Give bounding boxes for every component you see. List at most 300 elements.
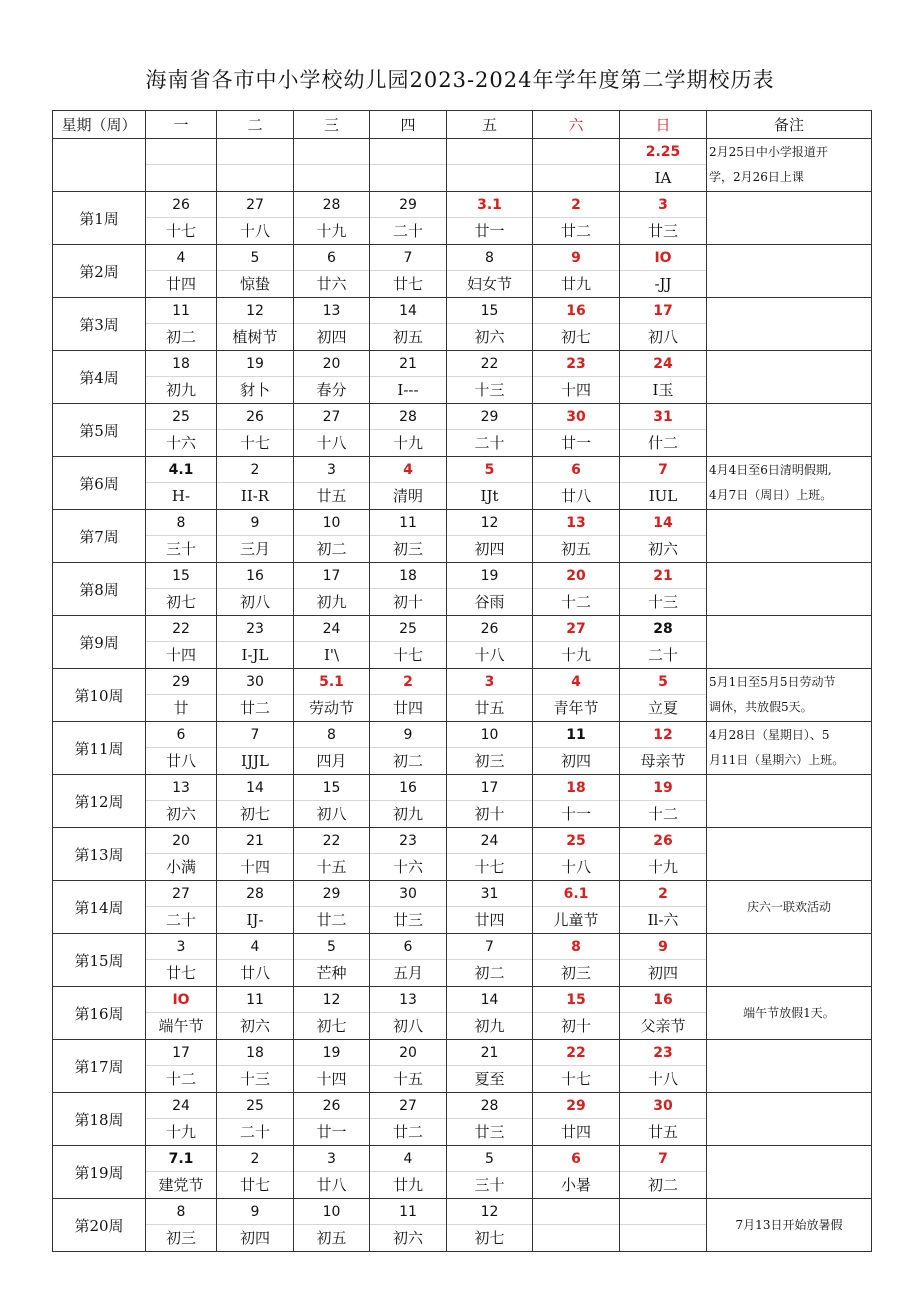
week-date-row <box>53 722 872 748</box>
date-cell: 15 <box>146 563 217 589</box>
date-cell: 23 <box>620 1040 707 1066</box>
lunar-cell: 初十 <box>370 589 447 616</box>
date-cell: 15 <box>447 298 533 324</box>
date-cell: 30 <box>533 404 620 430</box>
header-day: 三 <box>294 111 370 139</box>
lunar-cell: 十一 <box>533 801 620 828</box>
lunar-cell: 十七 <box>533 1066 620 1093</box>
lunar-cell <box>533 1225 620 1252</box>
week-note <box>707 1040 872 1093</box>
school-calendar-sheet <box>52 110 871 1252</box>
lunar-cell: 初四 <box>294 324 370 351</box>
lunar-cell: 初六 <box>370 1225 447 1252</box>
lunar-cell: 十八 <box>533 854 620 881</box>
date-cell: 15 <box>533 987 620 1013</box>
date-cell: 16 <box>533 298 620 324</box>
week-label: 第4周 <box>53 351 146 404</box>
date-cell: 2 <box>217 457 294 483</box>
lunar-cell: 十四 <box>217 854 294 881</box>
week-date-row <box>53 563 872 589</box>
date-cell: 29 <box>533 1093 620 1119</box>
date-cell: 7.1 <box>146 1146 217 1172</box>
date-cell: 7 <box>370 245 447 271</box>
lunar-cell: 二十 <box>146 907 217 934</box>
date-cell: 22 <box>533 1040 620 1066</box>
note-line: 端午节放假1天。 <box>743 1005 835 1020</box>
week-label: 第19周 <box>53 1146 146 1199</box>
date-cell: 26 <box>620 828 707 854</box>
lunar-cell: 十三 <box>620 589 707 616</box>
date-cell: 5.1 <box>294 669 370 695</box>
date-cell: 9 <box>217 1199 294 1225</box>
lunar-cell: 十九 <box>146 1119 217 1146</box>
date-cell: 5 <box>447 457 533 483</box>
week-label: 第2周 <box>53 245 146 298</box>
lunar-cell: 谷雨 <box>447 589 533 616</box>
week-note <box>707 510 872 563</box>
date-cell: 6 <box>370 934 447 960</box>
week-label: 第10周 <box>53 669 146 722</box>
lunar-cell: 二十 <box>620 642 707 669</box>
date-cell: 25 <box>370 616 447 642</box>
date-cell: 13 <box>294 298 370 324</box>
date-cell: 6 <box>294 245 370 271</box>
pre-week-label <box>53 139 146 192</box>
date-cell: 6 <box>533 1146 620 1172</box>
date-cell: 8 <box>146 1199 217 1225</box>
date-cell: 12 <box>294 987 370 1013</box>
lunar-cell: 四月 <box>294 748 370 775</box>
header-day: 二 <box>217 111 294 139</box>
week-note <box>707 775 872 828</box>
lunar-cell: 夏至 <box>447 1066 533 1093</box>
lunar-cell: 十四 <box>146 642 217 669</box>
date-cell: 2 <box>533 192 620 218</box>
lunar-cell: IUL <box>620 483 707 510</box>
week-note <box>707 192 872 245</box>
date-cell: 10 <box>294 510 370 536</box>
date-cell: 21 <box>447 1040 533 1066</box>
week-label: 第14周 <box>53 881 146 934</box>
week-label: 第13周 <box>53 828 146 881</box>
date-cell: 29 <box>447 404 533 430</box>
date-cell: 24 <box>146 1093 217 1119</box>
lunar-cell: 十八 <box>447 642 533 669</box>
lunar-cell: 廿二 <box>294 907 370 934</box>
note-line: 7月13日开始放暑假 <box>735 1217 843 1232</box>
lunar-cell: 初五 <box>370 324 447 351</box>
note-line: 调休，共放假5天。 <box>709 700 813 714</box>
pre-week-sunday-lunar: IA <box>620 165 707 192</box>
lunar-cell: 廿五 <box>294 483 370 510</box>
week-label: 第9周 <box>53 616 146 669</box>
date-cell: 10 <box>447 722 533 748</box>
lunar-cell: 廿二 <box>533 218 620 245</box>
lunar-cell: 廿二 <box>217 695 294 722</box>
lunar-cell: 十九 <box>620 854 707 881</box>
note-line: 学，2月26日上课 <box>709 170 804 184</box>
date-cell: 20 <box>533 563 620 589</box>
lunar-cell: 惊蛰 <box>217 271 294 298</box>
date-cell: 29 <box>294 881 370 907</box>
lunar-cell: 建党节 <box>146 1172 217 1199</box>
lunar-cell: 儿童节 <box>533 907 620 934</box>
date-cell: 2 <box>620 881 707 907</box>
date-cell: 18 <box>370 563 447 589</box>
date-cell: 5 <box>620 669 707 695</box>
week-date-row <box>53 351 872 377</box>
lunar-cell: 立夏 <box>620 695 707 722</box>
lunar-cell: 清明 <box>370 483 447 510</box>
date-cell: 23 <box>533 351 620 377</box>
lunar-cell: 十七 <box>370 642 447 669</box>
lunar-cell: 初八 <box>294 801 370 828</box>
week-label: 第3周 <box>53 298 146 351</box>
week-date-row <box>53 775 872 801</box>
week-date-row <box>53 669 872 695</box>
lunar-cell: 豺卜 <box>217 377 294 404</box>
lunar-cell: 初二 <box>294 536 370 563</box>
note-line: 5月1日至5月5日劳动节 <box>709 675 836 689</box>
lunar-cell: 二十 <box>447 430 533 457</box>
week-date-row <box>53 987 872 1013</box>
date-cell: 3 <box>620 192 707 218</box>
week-date-row <box>53 457 872 483</box>
lunar-cell: 十七 <box>146 218 217 245</box>
week-note <box>707 669 872 722</box>
date-cell: 22 <box>146 616 217 642</box>
date-cell: 14 <box>447 987 533 1013</box>
date-cell: 2 <box>217 1146 294 1172</box>
week-date-row <box>53 1093 872 1119</box>
lunar-cell: H- <box>146 483 217 510</box>
lunar-cell: 十四 <box>294 1066 370 1093</box>
week-note <box>707 934 872 987</box>
lunar-cell: 初四 <box>447 536 533 563</box>
lunar-cell: 劳动节 <box>294 695 370 722</box>
header-day: 四 <box>370 111 447 139</box>
date-cell: 5 <box>294 934 370 960</box>
week-date-row <box>53 881 872 907</box>
date-cell: 16 <box>217 563 294 589</box>
lunar-cell: 初六 <box>217 1013 294 1040</box>
date-cell: 26 <box>146 192 217 218</box>
lunar-cell: 三月 <box>217 536 294 563</box>
lunar-cell: 初七 <box>217 801 294 828</box>
pre-week-row <box>53 139 872 165</box>
lunar-cell: 廿一 <box>533 430 620 457</box>
date-cell: 11 <box>217 987 294 1013</box>
date-cell: 21 <box>620 563 707 589</box>
date-cell: 20 <box>146 828 217 854</box>
lunar-cell: 初八 <box>217 589 294 616</box>
date-cell: 7 <box>217 722 294 748</box>
note-line: 庆六一联欢活动 <box>746 899 831 914</box>
lunar-cell: 廿四 <box>533 1119 620 1146</box>
date-cell: 9 <box>370 722 447 748</box>
lunar-cell: IJJL <box>217 748 294 775</box>
week-note <box>707 1093 872 1146</box>
header-day: 一 <box>146 111 217 139</box>
date-cell: 26 <box>217 404 294 430</box>
lunar-cell: 廿八 <box>217 960 294 987</box>
date-cell: 17 <box>447 775 533 801</box>
lunar-cell: 初九 <box>294 589 370 616</box>
date-cell: 4 <box>533 669 620 695</box>
week-note <box>707 987 872 1040</box>
date-cell: 2 <box>370 669 447 695</box>
date-cell: 6.1 <box>533 881 620 907</box>
lunar-cell: 初三 <box>533 960 620 987</box>
date-cell: 3.1 <box>447 192 533 218</box>
date-cell: 17 <box>146 1040 217 1066</box>
date-cell <box>620 1199 707 1225</box>
week-note <box>707 563 872 616</box>
lunar-cell <box>620 1225 707 1252</box>
date-cell: 18 <box>533 775 620 801</box>
lunar-cell: 初七 <box>294 1013 370 1040</box>
date-cell: 12 <box>447 1199 533 1225</box>
week-label: 第1周 <box>53 192 146 245</box>
lunar-cell: 十七 <box>217 430 294 457</box>
week-label: 第5周 <box>53 404 146 457</box>
lunar-cell: 春分 <box>294 377 370 404</box>
date-cell: 22 <box>294 828 370 854</box>
week-label: 第11周 <box>53 722 146 775</box>
lunar-cell: 廿三 <box>447 1119 533 1146</box>
date-cell: 11 <box>533 722 620 748</box>
date-cell: 26 <box>294 1093 370 1119</box>
week-date-row <box>53 192 872 218</box>
date-cell: 30 <box>370 881 447 907</box>
week-note <box>707 828 872 881</box>
lunar-cell: 廿一 <box>294 1119 370 1146</box>
week-date-row <box>53 510 872 536</box>
date-cell: 14 <box>370 298 447 324</box>
date-cell: 21 <box>370 351 447 377</box>
week-note <box>707 1146 872 1199</box>
lunar-cell: 二十 <box>370 218 447 245</box>
date-cell: 7 <box>447 934 533 960</box>
date-cell: 19 <box>447 563 533 589</box>
week-note <box>707 404 872 457</box>
date-cell: 17 <box>620 298 707 324</box>
lunar-cell: 廿 <box>146 695 217 722</box>
date-cell: 10 <box>294 1199 370 1225</box>
lunar-cell: 廿四 <box>370 695 447 722</box>
date-cell: 20 <box>294 351 370 377</box>
lunar-cell: 廿八 <box>146 748 217 775</box>
lunar-cell: 小暑 <box>533 1172 620 1199</box>
lunar-cell: 十五 <box>294 854 370 881</box>
header-day-saturday: 六 <box>533 111 620 139</box>
lunar-cell: 廿九 <box>370 1172 447 1199</box>
page-title: 海南省各市中小学校幼儿园2023-2024年学年度第二学期校历表 <box>145 68 775 92</box>
date-cell: IO <box>146 987 217 1013</box>
lunar-cell: 十六 <box>146 430 217 457</box>
lunar-cell: 初六 <box>447 324 533 351</box>
week-note <box>707 722 872 775</box>
week-date-row <box>53 1199 872 1225</box>
date-cell: 28 <box>294 192 370 218</box>
date-cell: 3 <box>146 934 217 960</box>
lunar-cell: II-R <box>217 483 294 510</box>
date-cell: 29 <box>370 192 447 218</box>
lunar-cell: 初五 <box>294 1225 370 1252</box>
week-note <box>707 1199 872 1252</box>
week-label: 第20周 <box>53 1199 146 1252</box>
lunar-cell: 廿七 <box>217 1172 294 1199</box>
date-cell: 24 <box>294 616 370 642</box>
date-cell: 7 <box>620 457 707 483</box>
date-cell: 19 <box>620 775 707 801</box>
week-note <box>707 245 872 298</box>
lunar-cell: 十九 <box>294 218 370 245</box>
lunar-cell: 二十 <box>217 1119 294 1146</box>
date-cell: 27 <box>533 616 620 642</box>
date-cell: 9 <box>620 934 707 960</box>
date-cell: 6 <box>146 722 217 748</box>
lunar-cell: 妇女节 <box>447 271 533 298</box>
date-cell: 25 <box>533 828 620 854</box>
lunar-cell: 初八 <box>370 1013 447 1040</box>
date-cell: 31 <box>620 404 707 430</box>
lunar-cell: 初八 <box>620 324 707 351</box>
lunar-cell: 廿八 <box>533 483 620 510</box>
lunar-cell: 十九 <box>370 430 447 457</box>
lunar-cell: 母亲节 <box>620 748 707 775</box>
date-cell: 21 <box>217 828 294 854</box>
lunar-cell: 小满 <box>146 854 217 881</box>
date-cell: 23 <box>370 828 447 854</box>
header-note-label: 备注 <box>707 111 872 139</box>
lunar-cell: 廿四 <box>146 271 217 298</box>
date-cell: 13 <box>146 775 217 801</box>
lunar-cell: I-JL <box>217 642 294 669</box>
date-cell: 5 <box>447 1146 533 1172</box>
date-cell: 23 <box>217 616 294 642</box>
date-cell: 12 <box>217 298 294 324</box>
date-cell: 13 <box>370 987 447 1013</box>
lunar-cell: 三十 <box>447 1172 533 1199</box>
date-cell <box>533 1199 620 1225</box>
date-cell: 28 <box>620 616 707 642</box>
lunar-cell: 植树节 <box>217 324 294 351</box>
date-cell: 27 <box>217 192 294 218</box>
date-cell: 11 <box>146 298 217 324</box>
lunar-cell: 初六 <box>620 536 707 563</box>
week-note <box>707 457 872 510</box>
week-note <box>707 351 872 404</box>
lunar-cell: 十二 <box>146 1066 217 1093</box>
week-label: 第15周 <box>53 934 146 987</box>
header-day-sunday: 日 <box>620 111 707 139</box>
lunar-cell: 十九 <box>533 642 620 669</box>
week-label: 第16周 <box>53 987 146 1040</box>
date-cell: 3 <box>447 669 533 695</box>
week-date-row <box>53 298 872 324</box>
week-date-row <box>53 404 872 430</box>
date-cell: 8 <box>533 934 620 960</box>
date-cell: 12 <box>447 510 533 536</box>
date-cell: 8 <box>146 510 217 536</box>
lunar-cell: 初四 <box>620 960 707 987</box>
week-date-row <box>53 616 872 642</box>
week-label: 第17周 <box>53 1040 146 1093</box>
date-cell: 22 <box>447 351 533 377</box>
week-date-row <box>53 1146 872 1172</box>
date-cell: 9 <box>217 510 294 536</box>
lunar-cell: 初四 <box>533 748 620 775</box>
date-cell: 4 <box>370 1146 447 1172</box>
date-cell: 27 <box>146 881 217 907</box>
lunar-cell: 初九 <box>146 377 217 404</box>
lunar-cell: 十七 <box>447 854 533 881</box>
lunar-cell: 廿四 <box>447 907 533 934</box>
lunar-cell: I玉 <box>620 377 707 404</box>
date-cell: 11 <box>370 510 447 536</box>
lunar-cell: 廿二 <box>370 1119 447 1146</box>
lunar-cell: 初九 <box>370 801 447 828</box>
date-cell: 25 <box>217 1093 294 1119</box>
pre-week-sunday-date: 2.25 <box>620 139 707 165</box>
date-cell: 5 <box>217 245 294 271</box>
lunar-cell: 廿五 <box>447 695 533 722</box>
week-label: 第7周 <box>53 510 146 563</box>
lunar-cell: 青年节 <box>533 695 620 722</box>
lunar-cell: 初二 <box>146 324 217 351</box>
date-cell: 30 <box>620 1093 707 1119</box>
lunar-cell: 十五 <box>370 1066 447 1093</box>
lunar-cell: 廿一 <box>447 218 533 245</box>
note-line: 月11日（星期六）上班。 <box>709 753 845 767</box>
week-label: 第12周 <box>53 775 146 828</box>
lunar-cell: 初九 <box>447 1013 533 1040</box>
lunar-cell: 十六 <box>370 854 447 881</box>
lunar-cell: IJ- <box>217 907 294 934</box>
week-date-row <box>53 245 872 271</box>
header-week-label: 星期（周） <box>53 111 146 139</box>
lunar-cell: 初五 <box>533 536 620 563</box>
date-cell: 11 <box>370 1199 447 1225</box>
lunar-cell: 初六 <box>146 801 217 828</box>
lunar-cell: -JJ <box>620 271 707 298</box>
lunar-cell: 廿六 <box>294 271 370 298</box>
lunar-cell: 初十 <box>447 801 533 828</box>
header-row <box>53 111 872 139</box>
note-line: 4月28日（星期日）、5 <box>709 728 830 742</box>
lunar-cell: 十二 <box>620 801 707 828</box>
date-cell: 4 <box>217 934 294 960</box>
calendar-table <box>52 110 872 1252</box>
date-cell: 13 <box>533 510 620 536</box>
date-cell: 19 <box>294 1040 370 1066</box>
date-cell: 29 <box>146 669 217 695</box>
date-cell: 28 <box>217 881 294 907</box>
lunar-cell: IJt <box>447 483 533 510</box>
week-date-row <box>53 934 872 960</box>
week-date-row <box>53 1040 872 1066</box>
lunar-cell: 初十 <box>533 1013 620 1040</box>
lunar-cell: 廿七 <box>370 271 447 298</box>
note-line: 4月4日至6日清明假期, <box>709 463 832 477</box>
note-line: 2月25日中小学报道开 <box>709 145 828 159</box>
date-cell: 14 <box>620 510 707 536</box>
lunar-cell: 初四 <box>217 1225 294 1252</box>
date-cell: 27 <box>294 404 370 430</box>
lunar-cell: 廿三 <box>370 907 447 934</box>
date-cell: 3 <box>294 457 370 483</box>
